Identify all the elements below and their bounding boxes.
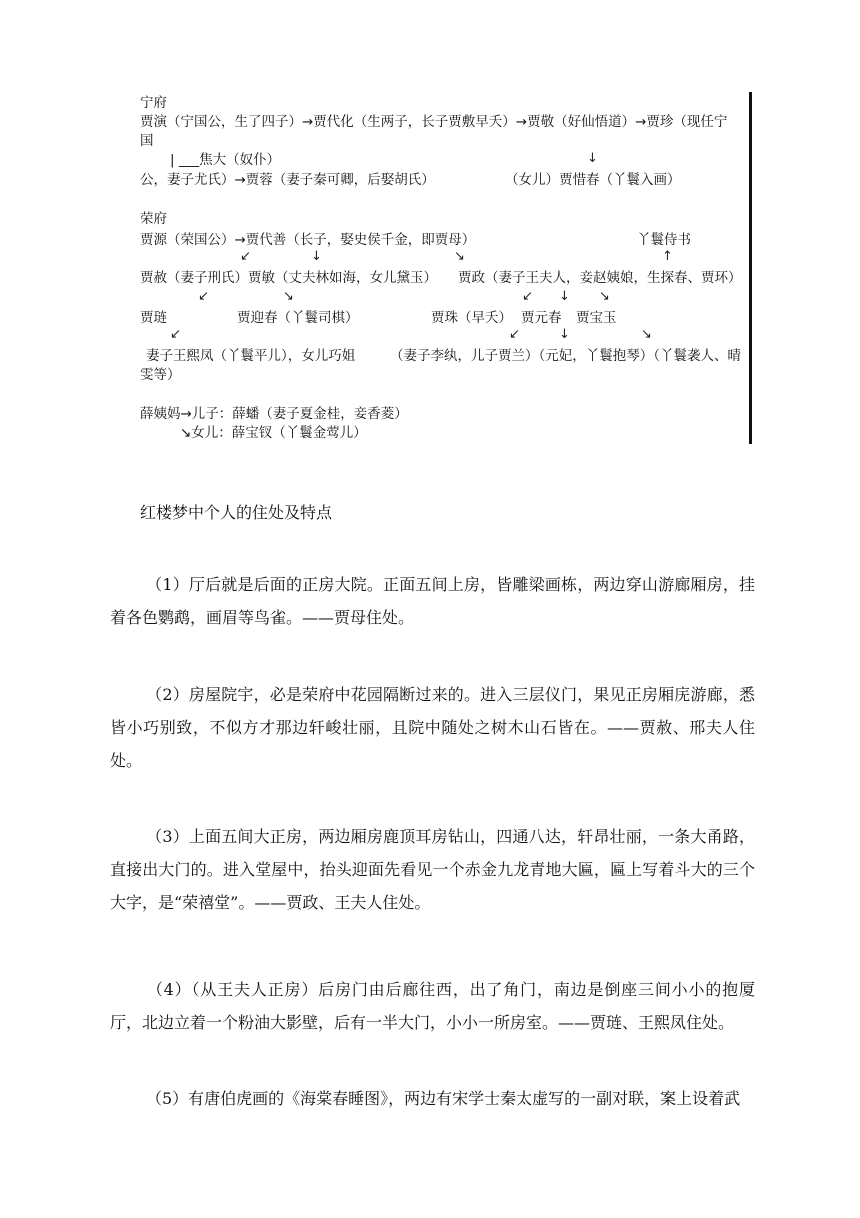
down-left-arrow-icon: ↙ <box>240 249 251 264</box>
down-right-arrow-icon: ↘ <box>283 289 294 304</box>
ningfu-line-4: 公，妻子尤氏）→贾蓉（妻子秦可卿，后娶胡氏） <box>140 172 435 188</box>
rongfu-gen4-right: （妻子李纨，儿子贾兰）（元妃，丫鬟抱琴）（丫鬟袭人、晴 <box>390 348 741 364</box>
rongfu-line-1: 贾源（荣国公）→贾代善（长子，娶史侯千金，即贾母） <box>140 232 476 248</box>
down-right-arrow-icon: ↘ <box>641 327 652 342</box>
paragraph-5: （5）有唐伯虎画的《海棠春睡图》，两边有宋学士秦太虚写的一副对联，案上设着武 <box>146 1089 741 1108</box>
rongfu-title: 荣府 <box>140 211 167 227</box>
xue-line-1: 薛姨妈→儿子：薛蟠（妻子夏金桂，妾香菱） <box>140 406 408 422</box>
ningfu-line-4-right: （女儿）贾惜春（丫鬟入画） <box>505 172 681 188</box>
down-right-arrow-icon: ↘ <box>599 289 610 304</box>
down-left-arrow-icon: ↙ <box>522 289 533 304</box>
ningfu-line-1: 贾演（宁国公，生了四子）→贾代化（生两子，长子贾敷早夭）→贾敬（好仙悟道）→贾珍（现任宁 <box>140 114 728 130</box>
rongfu-gen2-right: 贾政（妻子王夫人，妾赵姨娘，生探春、贾环） <box>458 270 742 286</box>
xue-line-2: ↘女儿：薛宝钗（丫鬟金莺儿） <box>180 425 367 441</box>
gen3-yuanchun: 贾元春 <box>521 310 562 326</box>
paragraph-4: （4）（从王夫人正房）后房门由后廊往西，出了角门，南边是倒座三间小小的抱厦厅，北边立着一个粉油大影壁，后有一半大门，小小一所房室。——贾琏、王熙凤住处。 <box>110 980 755 1032</box>
up-arrow-icon: ↑ <box>662 249 673 264</box>
down-arrow-icon: ↓ <box>311 249 322 264</box>
gen3-jialian: 贾琏 <box>140 310 167 326</box>
gen3-jiazhu: 贾珠（早夭） <box>431 310 512 326</box>
down-arrow-icon: ↓ <box>587 151 598 166</box>
ningfu-line-2: 国 <box>140 133 154 149</box>
down-left-arrow-icon: ↙ <box>198 289 209 304</box>
down-arrow-icon: ↓ <box>559 327 570 342</box>
section-heading: 红楼梦中个人的住处及特点 <box>140 503 333 522</box>
down-left-arrow-icon: ↙ <box>509 327 520 342</box>
down-left-arrow-icon: ↙ <box>170 327 181 342</box>
paragraph-2: （2）房屋院宇，必是荣府中花园隔断过来的。进入三层仪门，果见正房厢庑游廊，悉皆小巧别致，不似方才那边轩峻壮丽，且院中随处之树木山石皆在。——贾赦、邢夫人住处。 <box>110 685 755 770</box>
paragraph-3: （3）上面五间大正房，两边厢房鹿顶耳房钻山，四通八达，轩昂壮丽，一条大甬路，直接出大门的。进入堂屋中，抬头迎面先看见一个赤金九龙青地大匾，匾上写着斗大的三个大字，是“荣禧堂”。——贾政、王夫人住处。 <box>110 827 755 912</box>
rongfu-gen4-left: 妻子王熙凤（丫鬟平儿），女儿巧姐 <box>146 348 356 364</box>
down-arrow-icon: ↓ <box>559 289 570 304</box>
genealogy-chart <box>0 0 860 460</box>
ningfu-line-3: | ___焦大（奴仆） <box>170 152 281 168</box>
gen3-yingchun: 贾迎春（丫鬟司棋） <box>237 310 359 326</box>
rongfu-gen2-left: 贾赦（妻子刑氏）贾敏（丈夫林如海，女儿黛玉） <box>140 270 437 286</box>
gen3-baoyu: 贾宝玉 <box>576 310 617 326</box>
chart-border-line <box>749 92 752 444</box>
ningfu-title: 宁府 <box>140 95 167 111</box>
rongfu-gen4-cont: 雯等） <box>140 367 181 383</box>
maid-shishu: 丫鬟侍书 <box>637 232 691 248</box>
down-right-arrow-icon: ↘ <box>454 249 465 264</box>
paragraph-1: （1）厅后就是后面的正房大院。正面五间上房，皆雕梁画栋，两边穿山游廊厢房，挂着各色鹦鹉，画眉等鸟雀。——贾母住处。 <box>110 575 755 627</box>
